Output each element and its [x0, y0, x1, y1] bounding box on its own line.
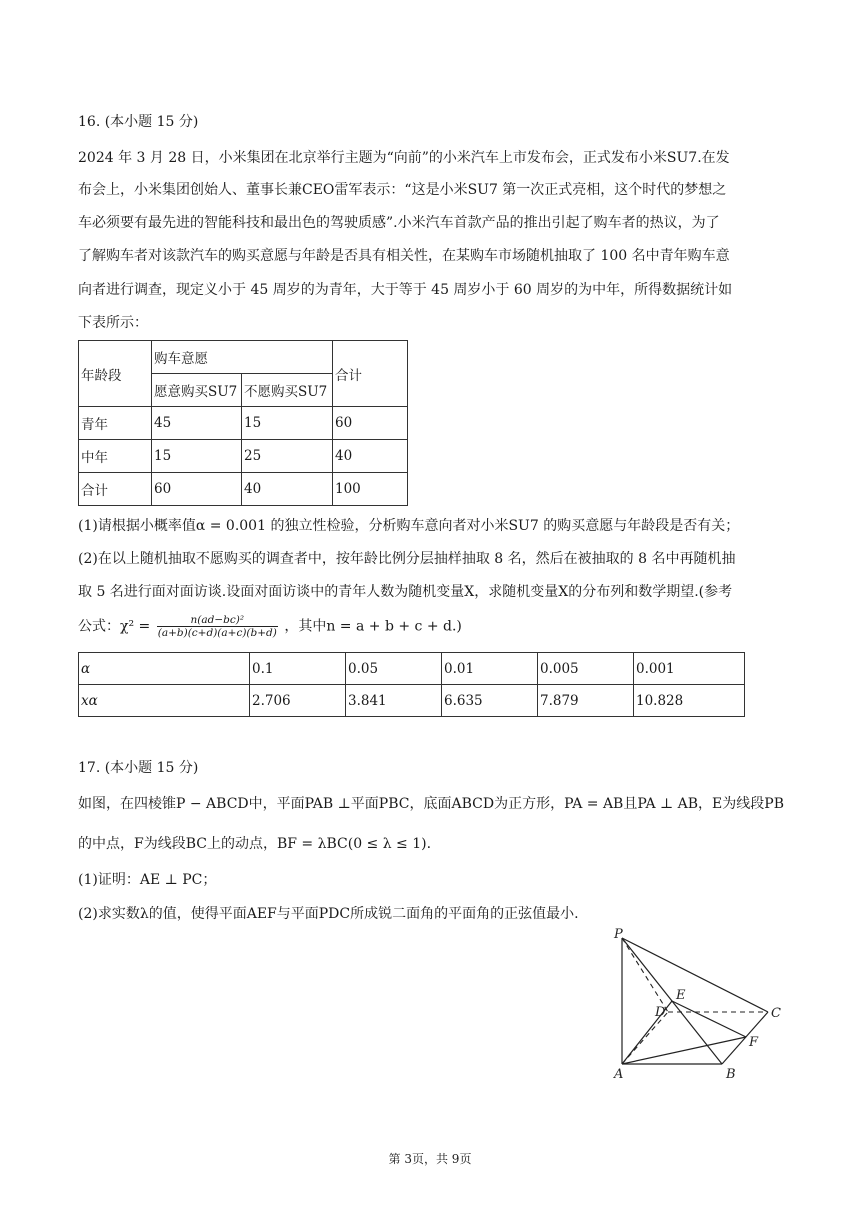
row-label: 青年 — [79, 407, 152, 440]
alpha-label: α — [79, 653, 250, 685]
q16-paragraph-line: 了解购车者对该款汽车的购买意愿与年龄是否具有相关性，在某购车市场随机抽取了 100 名中青年购车意 — [78, 248, 730, 264]
formula-prefix: 公式：χ² = — [78, 618, 151, 635]
vertex-label-c: C — [771, 1006, 781, 1021]
q16-paragraph-line: 下表所示： — [78, 315, 148, 331]
x-alpha-label: xα — [79, 685, 250, 717]
q16-subquestion-2-line: (2)在以上随机抽取不愿购买的调查者中，按年龄比例分层抽样抽取 8 名，然后在被抽取的 8 名中再随机抽 — [78, 551, 736, 567]
q17-paragraph-line: 如图，在四棱锥P − ABCD中，平面PAB ⊥平面PBC，底面ABCD为正方形，PA = AB且PA ⊥ AB，E为线段PB — [78, 796, 784, 812]
edge-bc — [722, 1012, 768, 1064]
cell-willing: 60 — [152, 473, 242, 506]
table-row — [79, 473, 408, 506]
q17-header: 17. (本小题 15 分) — [78, 760, 199, 776]
q16-paragraph-line: 2024 年 3 月 28 日，小米集团在北京举行主题为“向前”的小米汽车上市发布会，正式发布小米SU7.在发 — [78, 150, 730, 166]
vertex-label-d: D — [655, 1005, 666, 1020]
critical-value-table — [78, 652, 745, 717]
x-alpha-value: 10.828 — [634, 685, 745, 717]
alpha-value: 0.005 — [538, 653, 634, 685]
q17-subquestion-1: (1)证明：AE ⊥ PC； — [78, 872, 217, 888]
q16-paragraph-line: 向者进行调查，现定义小于 45 周岁的为青年，大于等于 45 周岁小于 60 周岁的为中年，所得数据统计如 — [78, 282, 733, 298]
q16-paragraph-line: 车必须要有最先进的智能科技和最出色的驾驶质感”.小米汽车首款产品的推出引起了购车者的热议，为了 — [78, 215, 720, 231]
cell-willing: 45 — [152, 407, 242, 440]
x-alpha-value: 7.879 — [538, 685, 634, 717]
q16-header: 16. (本小题 15 分) — [78, 114, 199, 130]
cell-total: 100 — [333, 473, 408, 506]
vertex-label-a: A — [614, 1067, 624, 1082]
table-row — [79, 407, 408, 440]
formula-suffix: ，其中n = a + b + c + d.) — [284, 618, 462, 635]
table-row — [79, 653, 745, 685]
q16-subquestion-2-line: 取 5 名进行面对面访谈.设面对面访谈中的青年人数为随机变量X，求随机变量X的分布列和数学期望.(参考 — [78, 584, 733, 600]
cell-unwilling: 25 — [242, 440, 333, 473]
row-label: 中年 — [79, 440, 152, 473]
header-total: 合计 — [333, 341, 408, 407]
cell-unwilling: 15 — [242, 407, 333, 440]
x-alpha-value: 6.635 — [442, 685, 538, 717]
q17-paragraph-line: 的中点，F为线段BC上的动点，BF = λBC(0 ≤ λ ≤ 1). — [78, 836, 432, 852]
alpha-value: 0.05 — [346, 653, 442, 685]
page-footer: 第 3页，共 9页 — [388, 1152, 472, 1166]
q16-subquestion-1: (1)请根据小概率值α = 0.001 的独立性检验，分析购车意向者对小米SU7 的购买意愿与年龄段是否有关； — [78, 518, 740, 534]
alpha-value: 0.1 — [250, 653, 346, 685]
q16-paragraph-line: 布会上，小米集团创始人、董事长兼CEO雷军表示：“这是小米SU7 第一次正式亮相，这个时代的梦想之 — [78, 182, 727, 198]
header-age-group: 年龄段 — [79, 341, 152, 407]
formula-fraction — [157, 614, 278, 639]
edge-pc — [622, 938, 768, 1012]
pyramid-figure — [600, 924, 790, 1084]
formula-numerator: n(ad−bc)² — [157, 614, 278, 627]
table-row — [79, 440, 408, 473]
cell-total: 60 — [333, 407, 408, 440]
x-alpha-value: 2.706 — [250, 685, 346, 717]
vertex-label-f: F — [749, 1035, 759, 1050]
header-willing: 愿意购买SU7 — [152, 374, 242, 407]
header-purchase-intent: 购车意愿 — [152, 341, 333, 374]
cell-willing: 15 — [152, 440, 242, 473]
contingency-table — [78, 340, 408, 506]
vertex-label-e: E — [676, 988, 686, 1003]
x-alpha-value: 3.841 — [346, 685, 442, 717]
vertex-label-p: P — [614, 927, 623, 942]
table-row — [79, 685, 745, 717]
q17-subquestion-2: (2)求实数λ的值，使得平面AEF与平面PDC所成锐二面角的平面角的正弦值最小. — [78, 906, 579, 922]
cell-total: 40 — [333, 440, 408, 473]
vertex-label-b: B — [726, 1067, 736, 1082]
alpha-value: 0.01 — [442, 653, 538, 685]
header-unwilling: 不愿购买SU7 — [242, 374, 333, 407]
alpha-value: 0.001 — [634, 653, 745, 685]
cell-unwilling: 40 — [242, 473, 333, 506]
row-label: 合计 — [79, 473, 152, 506]
edge-ef — [672, 1001, 746, 1037]
chi-square-formula — [78, 614, 462, 639]
formula-denominator: (a+b)(c+d)(a+c)(b+d) — [157, 627, 277, 639]
